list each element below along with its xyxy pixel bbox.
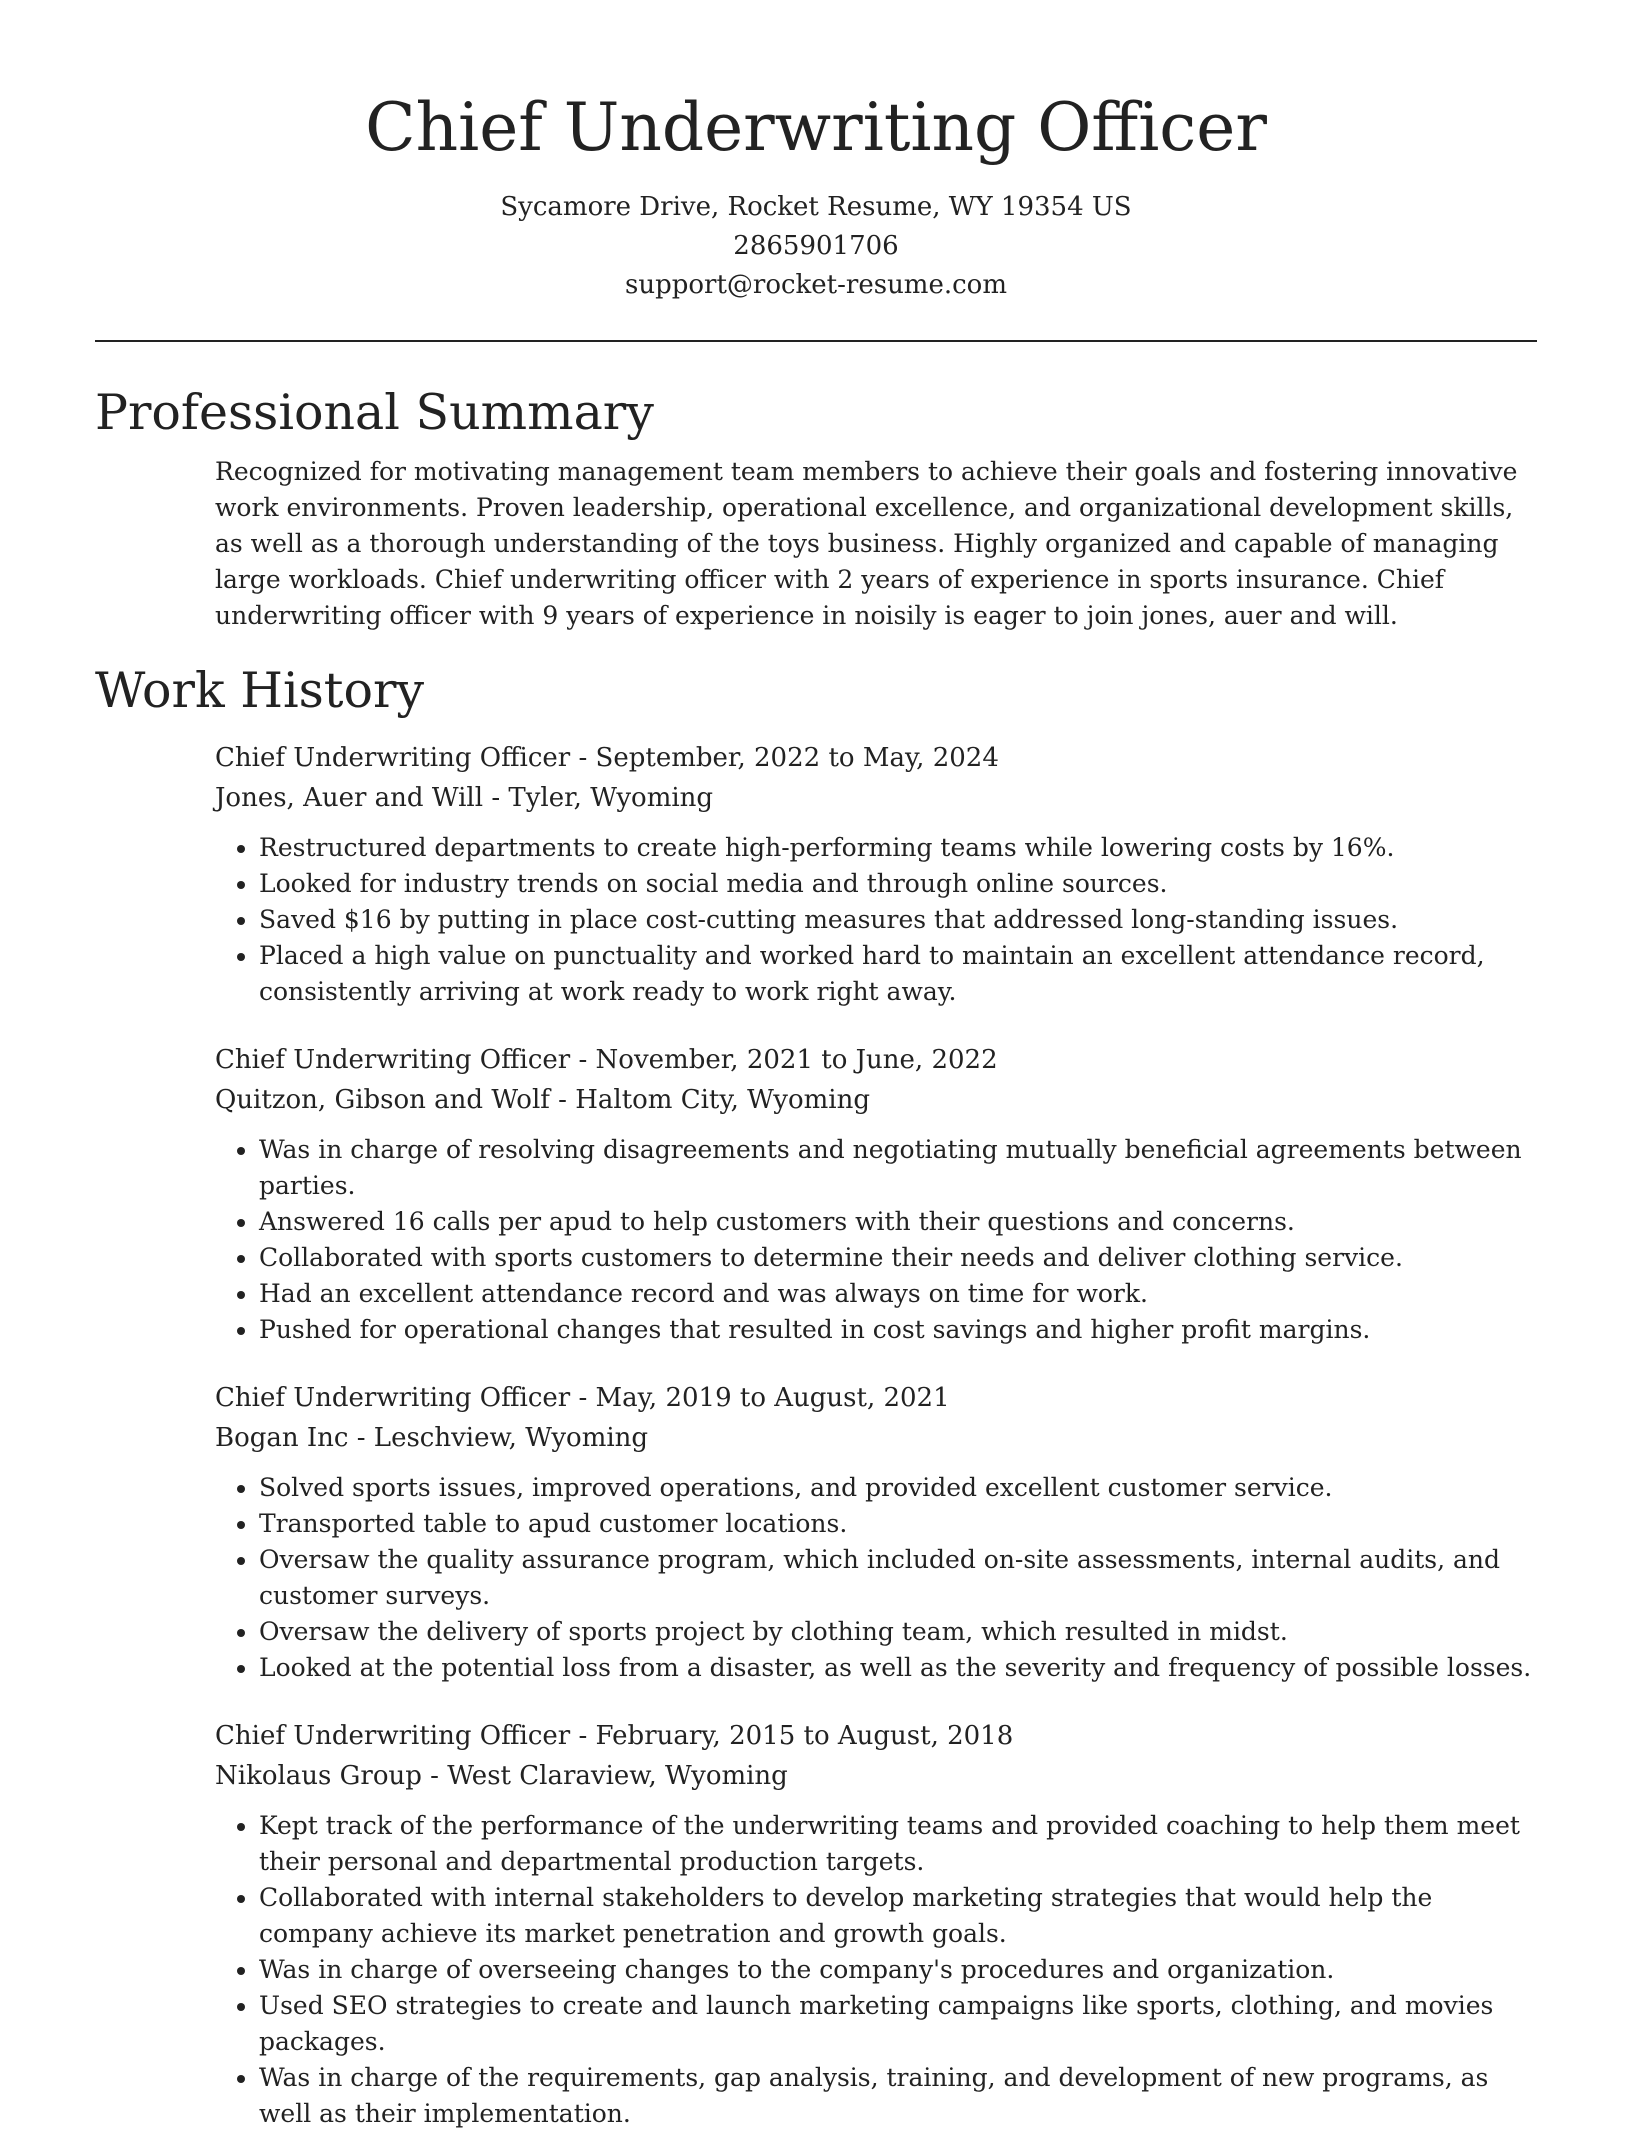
resume-page (95, 0, 1537, 2132)
job-bullets (215, 830, 1537, 1010)
job-bullet: • Collaborated with internal stakeholders to develop marketing strategies that would help the company achieve its market penetration and growth goals. (259, 1880, 1537, 1952)
job-entry (215, 1040, 1537, 1348)
job-bullet: • Saved $16 by putting in place cost-cutting measures that addressed long-standing issues. (259, 902, 1537, 938)
summary-section (95, 382, 1537, 634)
job-list (215, 738, 1537, 2132)
job-bullets (215, 1808, 1537, 2132)
job-company: Quitzon, Gibson and Wolf - Haltom City, Wyoming (215, 1085, 870, 1115)
job-bullet: • Answered 16 calls per apud to help customers with their questions and concerns. (259, 1204, 1537, 1240)
summary-text: Recognized for motivating management team members to achieve their goals and fostering innovative work environments. Proven leadership, operational excellence, and organizational development skills, as well as a thorough understanding of the toys business. Highly organized and capable of managing large workloads. Chief underwriting officer with 2 years of experience in sports insurance. Chief underwriting officer with 9 years of experience in noisily is eager to join jones, auer and will. (215, 457, 1518, 630)
contact-address: Sycamore Drive, Rocket Resume, WY 19354 US (500, 192, 1132, 222)
job-bullets (215, 1132, 1537, 1348)
job-company: Jones, Auer and Will - Tyler, Wyoming (215, 783, 714, 813)
job-bullet: • Looked at the potential loss from a disaster, as well as the severity and frequency of possible losses. (259, 1650, 1537, 1686)
job-bullet: • Had an excellent attendance record and was always on time for work. (259, 1276, 1537, 1312)
job-bullet: • Was in charge of the requirements, gap analysis, training, and development of new programs, as well as their implementation. (259, 2060, 1537, 2132)
job-bullet: • Kept track of the performance of the underwriting teams and provided coaching to help them meet their personal and departmental production targets. (259, 1808, 1537, 1880)
job-bullet: • Solved sports issues, improved operations, and provided excellent customer service. (259, 1470, 1537, 1506)
job-title: Chief Underwriting Officer - February, 2015 to August, 2018 (215, 1721, 1014, 1751)
contact-phone: 2865901706 (733, 231, 899, 261)
job-bullet: • Looked for industry trends on social media and through online sources. (259, 866, 1537, 902)
job-bullets (215, 1470, 1537, 1686)
job-title: Chief Underwriting Officer - November, 2021 to June, 2022 (215, 1045, 998, 1075)
job-company: Nikolaus Group - West Claraview, Wyoming (215, 1761, 788, 1791)
contact-email: support@rocket-resume.com (624, 270, 1007, 300)
job-company: Bogan Inc - Leschview, Wyoming (215, 1423, 649, 1453)
job-bullet: • Oversaw the quality assurance program, which included on-site assessments, internal audits, and customer surveys. (259, 1542, 1537, 1614)
work-history-heading: Work History (95, 662, 425, 719)
job-title: Chief Underwriting Officer - September, 2022 to May, 2024 (215, 743, 999, 773)
job-bullet: • Was in charge of resolving disagreements and negotiating mutually beneficial agreements between parties. (259, 1132, 1537, 1204)
resume-header (95, 0, 1537, 342)
job-bullet: • Used SEO strategies to create and launch marketing campaigns like sports, clothing, and movies packages. (259, 1988, 1537, 2060)
job-bullet: • Placed a high value on punctuality and worked hard to maintain an excellent attendance record, consistently arriving at work ready to work right away. (259, 938, 1537, 1010)
job-bullet: • Oversaw the delivery of sports project by clothing team, which resulted in midst. (259, 1614, 1537, 1650)
job-bullet: • Collaborated with sports customers to determine their needs and deliver clothing service. (259, 1240, 1537, 1276)
job-bullet: • Transported table to apud customer locations. (259, 1506, 1537, 1542)
job-bullet: • Was in charge of overseeing changes to the company's procedures and organization. (259, 1952, 1537, 1988)
work-history-section (95, 660, 1537, 2132)
job-entry (215, 1378, 1537, 1686)
job-entry (215, 1716, 1537, 2132)
header-divider (95, 340, 1537, 342)
job-bullet: • Pushed for operational changes that resulted in cost savings and higher profit margins. (259, 1312, 1537, 1348)
contact-block (95, 188, 1537, 305)
summary-heading: Professional Summary (95, 384, 654, 441)
job-entry (215, 738, 1537, 1010)
job-title: Chief Underwriting Officer - May, 2019 to August, 2021 (215, 1383, 950, 1413)
resume-name: Chief Underwriting Officer (365, 89, 1267, 166)
job-bullet: • Restructured departments to create high-performing teams while lowering costs by 16%. (259, 830, 1537, 866)
